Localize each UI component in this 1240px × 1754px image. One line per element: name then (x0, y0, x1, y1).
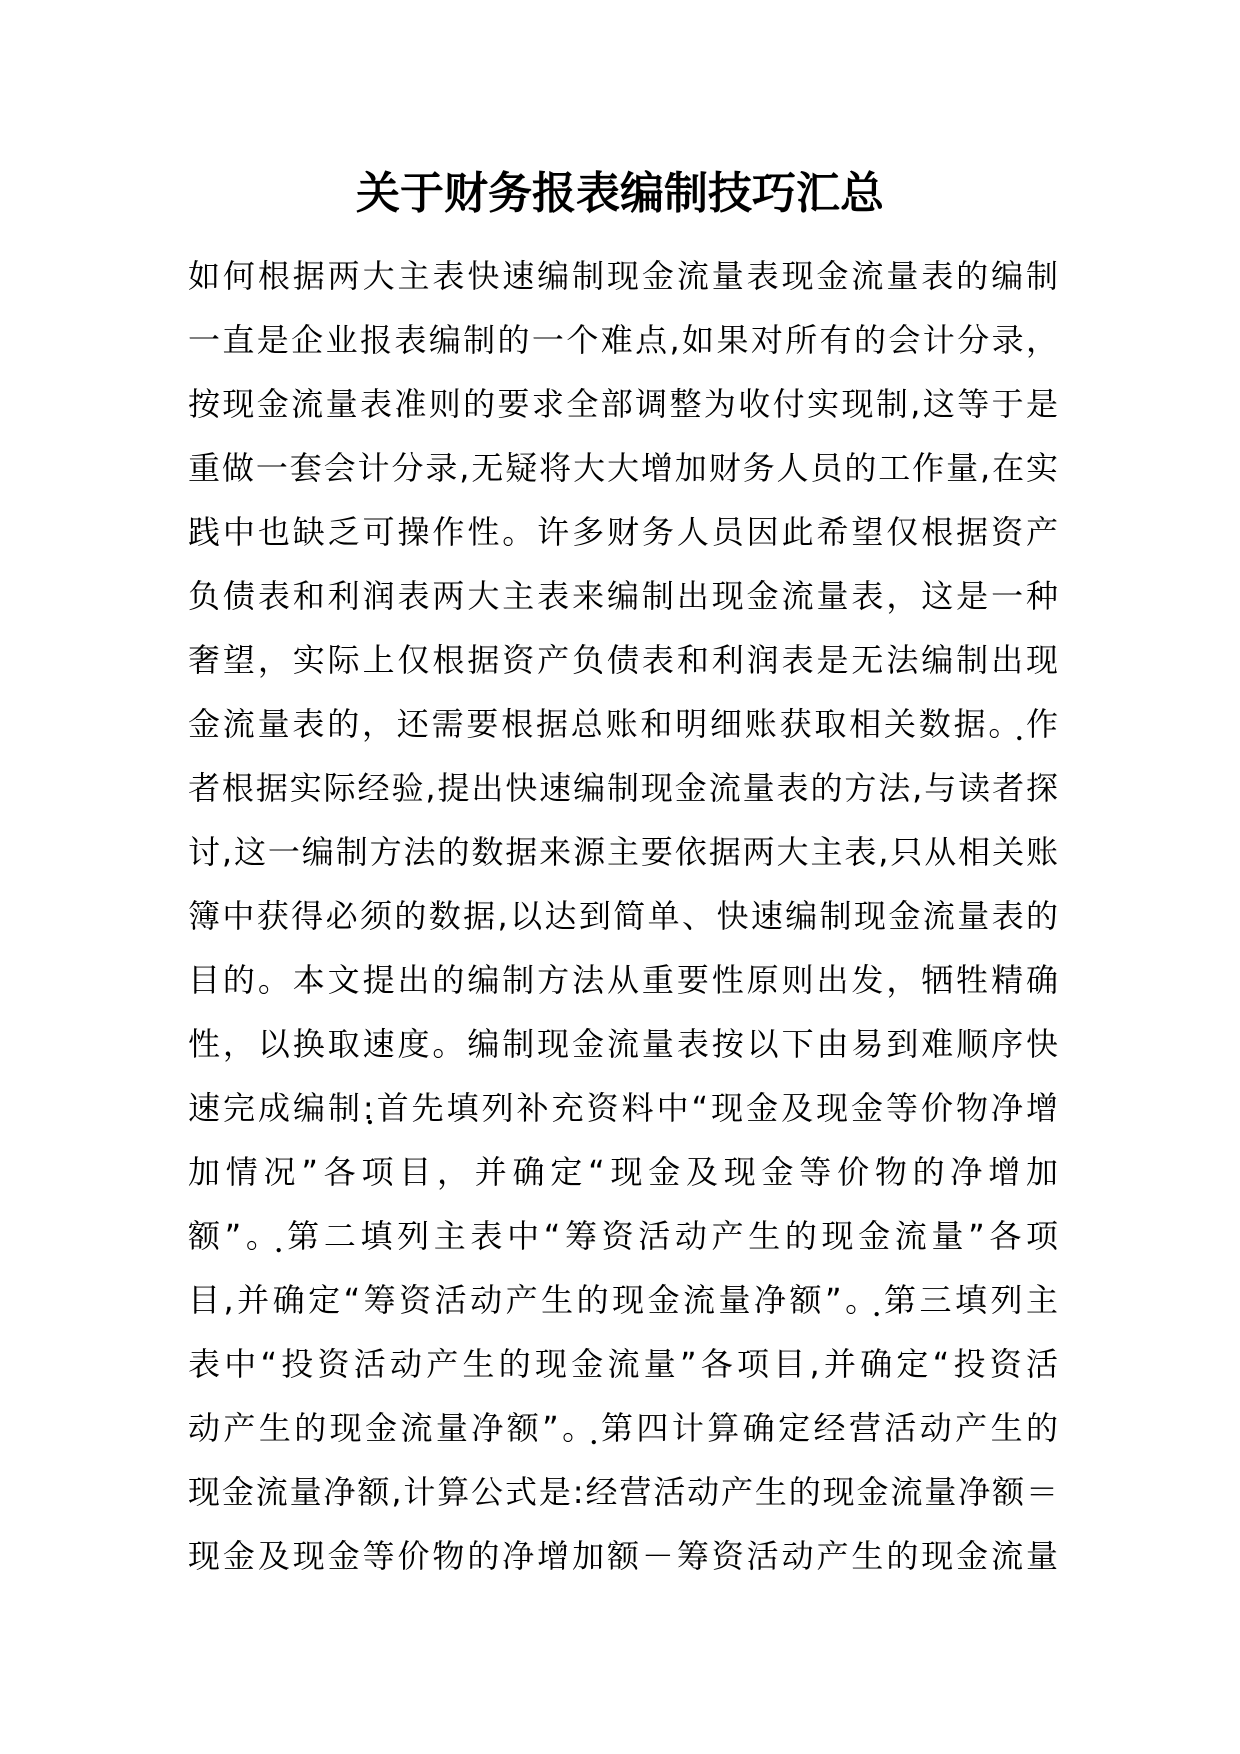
body-line: 如何根据两大主表快速编制现金流量表现金流量表的编制 (188, 257, 1058, 295)
body-line: 动产生的现金流量净额”。ฺ第四计算确定经营活动产生的 (188, 1409, 1058, 1447)
body-line: 按现金流量表准则的要求全部调整为收付实现制,这等于是 (188, 385, 1058, 423)
body-line: 一直是企业报表编制的一个难点,如果对所有的会计分录， (188, 321, 1058, 359)
body-line: 加情况”各项目，并确定“现金及现金等价物的净增加 (188, 1153, 1058, 1191)
body-line: 簿中获得必须的数据,以达到简单、快速编制现金流量表的 (188, 897, 1058, 935)
body-line: 讨,这一编制方法的数据来源主要依据两大主表,只从相关账 (188, 833, 1058, 871)
body-line: 金流量表的，还需要根据总账和明细账获取相关数据。ฺ作 (188, 705, 1058, 743)
body-line: 奢望，实际上仅根据资产负债表和利润表是无法编制出现 (188, 641, 1058, 679)
body-line: 额”。ฺ第二填列主表中“筹资活动产生的现金流量”各项 (188, 1217, 1058, 1255)
body-line: 者根据实际经验,提出快速编制现金流量表的方法,与读者探 (188, 769, 1058, 807)
body-line: 目的。本文提出的编制方法从重要性原则出发，牺牲精确 (188, 961, 1058, 999)
body-line: 现金及现金等价物的净增加额－筹资活动产生的现金流量 (188, 1537, 1058, 1575)
body-line: 负债表和利润表两大主表来编制出现金流量表，这是一种 (188, 577, 1058, 615)
body-line: 现金流量净额,计算公式是:经营活动产生的现金流量净额＝ (188, 1473, 1058, 1511)
body-line: 速完成编制:ฺ首先填列补充资料中“现金及现金等价物净增 (188, 1089, 1058, 1127)
body-line: 践中也缺乏可操作性。许多财务人员因此希望仅根据资产 (188, 513, 1058, 551)
body-line: 重做一套会计分录,无疑将大大增加财务人员的工作量,在实 (188, 449, 1058, 487)
body-line: 目,并确定“筹资活动产生的现金流量净额”。ฺ第三填列主 (188, 1281, 1058, 1319)
document-title: 关于财务报表编制技巧汇总 (356, 168, 884, 219)
document-body (188, 244, 1058, 1588)
body-line: 表中“投资活动产生的现金流量”各项目,并确定“投资活 (188, 1345, 1058, 1383)
body-line: 性，以换取速度。编制现金流量表按以下由易到难顺序快 (188, 1025, 1058, 1063)
